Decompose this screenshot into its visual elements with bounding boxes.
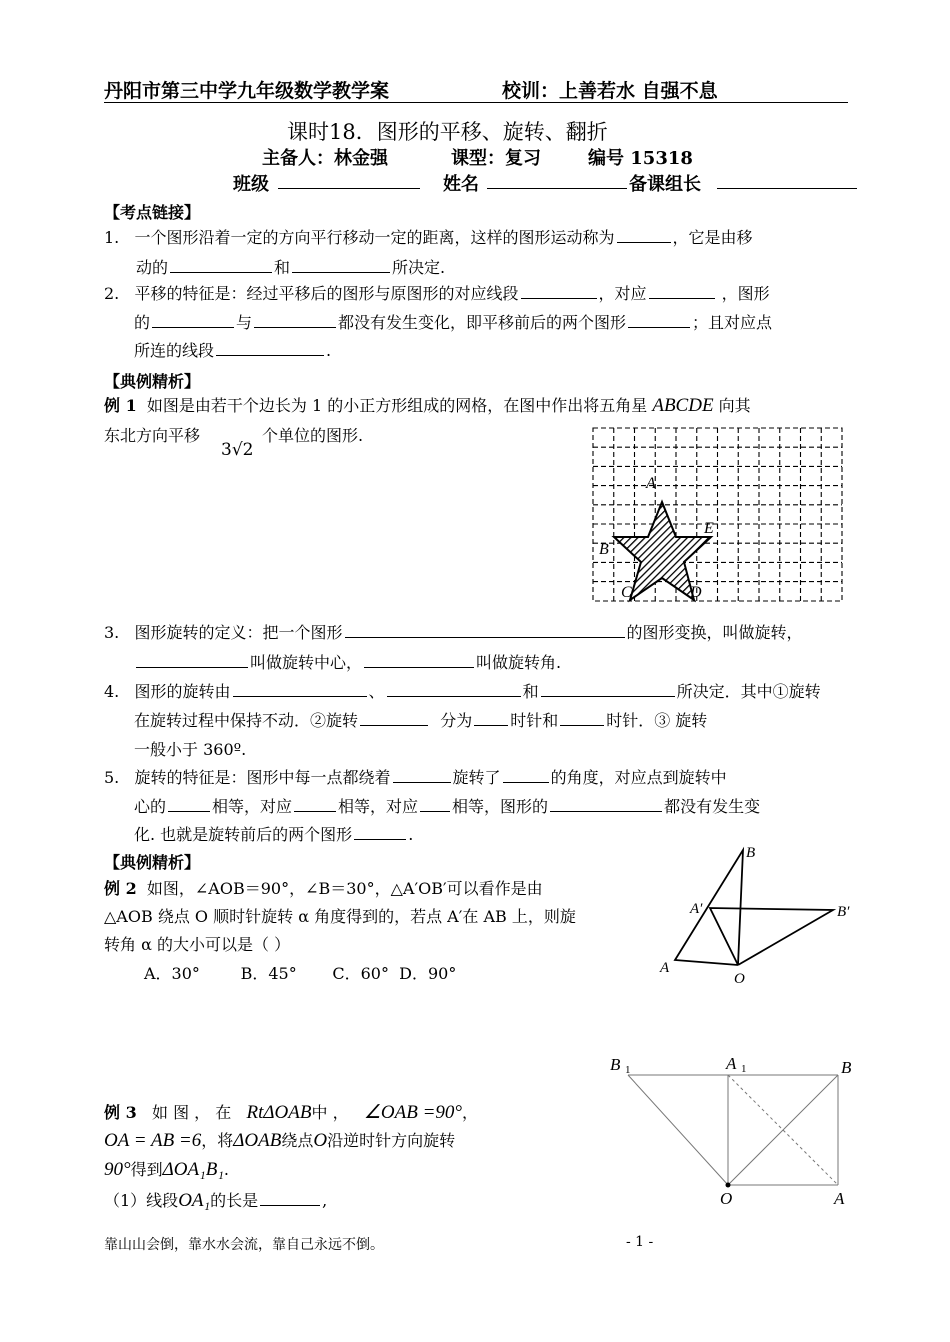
triangle-a1ob1: [710, 908, 833, 965]
rotation-square-figure: [600, 1048, 870, 1208]
question-4-line2: 在旋转过程中保持不动．②旋转 分为 时针和 时针．③ 旋转: [134, 711, 708, 730]
school-motto: 校训：上善若水 自强不息: [502, 80, 718, 102]
example-2-line2: △AOB 绕点 O 顺时针旋转 α 角度得到的，若点 A′在 AB 上，则旋: [104, 907, 576, 926]
answer-blank[interactable]: [617, 241, 671, 243]
class-field-label: 班级: [233, 174, 269, 195]
header-rule: [104, 102, 848, 103]
answer-blank[interactable]: [364, 666, 474, 668]
fig3-label-b: B: [841, 1058, 852, 1077]
example-2-options: [144, 959, 456, 989]
option-d[interactable]: D．90°: [399, 964, 457, 983]
fig2-label-o: O: [734, 971, 745, 987]
name-field-blank[interactable]: [487, 188, 627, 189]
question-3-line2: 叫做旋转中心， 叫做旋转角.: [134, 648, 561, 678]
point-o: [726, 1183, 731, 1188]
answer-blank[interactable]: [254, 326, 336, 328]
question-2-line3: 所连的线段 .: [134, 341, 332, 360]
answer-blank[interactable]: [360, 724, 428, 726]
author: 主备人：林金强: [262, 148, 388, 169]
question-5-line2: 心的 相等，对应 相等，对应 相等，图形的 都没有发生变: [134, 797, 761, 816]
answer-blank[interactable]: [354, 838, 406, 840]
star-grid-figure: [588, 424, 848, 604]
sqrt-expression: 3√2: [221, 440, 254, 460]
section-heading-2: 【典例精析】: [104, 372, 201, 391]
segment-b1-o: [628, 1075, 728, 1185]
answer-blank[interactable]: [292, 271, 390, 273]
answer-blank[interactable]: [521, 297, 597, 299]
grid-lines: [593, 428, 842, 601]
question-4-line3: 一般小于 360º.: [134, 740, 247, 759]
fig3-label-a: A: [834, 1189, 845, 1208]
question-2: 2. 平移的特征是：经过平移后的图形与原图形的对应线段 ，对应 ，图形: [104, 284, 770, 303]
section-heading-3: 【典例精析】: [104, 853, 201, 872]
answer-blank[interactable]: [393, 781, 451, 783]
page-number: - 1 -: [626, 1234, 654, 1250]
option-a[interactable]: A．30°: [144, 964, 200, 983]
fig2-label-a-prime: A′: [690, 901, 703, 917]
star-label-c: C: [621, 584, 632, 601]
rotation-triangle-figure: [650, 840, 870, 990]
example-3-line4: （1）线段OA₁的长是 ,: [104, 1190, 328, 1211]
question-1: 1. 一个图形沿着一定的方向平行移动一定的距离，这样的图形运动称为 ，它是由移: [104, 228, 753, 247]
fig3-label-a1-sub: 1: [741, 1063, 747, 1075]
question-5: 5. 旋转的特征是：图形中每一点都绕着 旋转了 的角度，对应点到旋转中: [104, 768, 727, 787]
answer-blank[interactable]: [345, 636, 625, 638]
lesson-code: 编号 15318: [588, 148, 693, 169]
example-3-line3: 90°得到ΔOA₁B₁.: [104, 1159, 230, 1180]
answer-blank[interactable]: [503, 781, 549, 783]
answer-blank[interactable]: [168, 810, 210, 812]
section-heading-1: 【考点链接】: [104, 203, 201, 222]
leader-field-label: 备课组长: [629, 174, 701, 195]
answer-blank[interactable]: [294, 810, 336, 812]
example-3: 例 3 如 图 ， 在 RtΔOAB中 ， ∠OAB =90°，: [104, 1102, 479, 1123]
lesson-type: 课型：复习: [451, 148, 541, 169]
star-label-e: E: [704, 520, 714, 537]
option-b[interactable]: B．45°: [240, 964, 297, 983]
answer-blank[interactable]: [550, 810, 662, 812]
question-2-line2: 的 与 都没有发生变化，即平移前后的两个图形 ；且对应点: [134, 313, 773, 332]
fig2-label-a: A: [660, 960, 670, 976]
star-label-d: D: [690, 584, 702, 601]
answer-blank[interactable]: [170, 271, 272, 273]
school-header: 丹阳市第三中学九年级数学教学案: [104, 80, 390, 102]
fig2-label-b-prime: B′: [837, 904, 850, 920]
example-3-line2: OA = AB =6，将ΔOAB绕点O沿逆时针方向旋转: [104, 1130, 456, 1151]
answer-blank[interactable]: [420, 810, 450, 812]
answer-blank[interactable]: [541, 695, 675, 697]
example-1: 例 1 如图是由若干个边长为 1 的小正方形组成的网格，在图中作出将五角星 ABCDE 向其: [104, 395, 751, 416]
star-label-b: B: [599, 541, 609, 558]
question-5-line3: 化. 也就是旋转前后的两个图形 .: [134, 825, 414, 844]
fig3-label-b1: B: [610, 1055, 621, 1074]
page-title: 课时18．图形的平移、旋转、翻折: [287, 120, 608, 144]
question-4: 4. 图形的旋转由 、 和 所决定．其中①旋转: [104, 682, 821, 701]
question-1-line2: 动的 和 所决定.: [136, 258, 446, 277]
example-1-line2b: 个单位的图形.: [262, 426, 364, 445]
answer-blank[interactable]: [560, 724, 604, 726]
answer-blank[interactable]: [387, 695, 521, 697]
name-field-label: 姓名: [443, 174, 479, 195]
footer-motto: 靠山山会倒，靠水水会流，靠自己永远不倒。: [104, 1237, 384, 1253]
question-3: 3. 图形旋转的定义：把一个图形 的图形变换，叫做旋转，: [104, 623, 803, 642]
option-c[interactable]: C．60°: [332, 964, 389, 983]
leader-field-blank[interactable]: [717, 188, 857, 189]
answer-blank[interactable]: [260, 1204, 320, 1206]
answer-blank[interactable]: [216, 354, 324, 356]
fig3-label-a1: A: [726, 1054, 737, 1073]
answer-blank[interactable]: [152, 326, 234, 328]
star-label-a: A: [646, 475, 656, 492]
example-2: 例 2 如图，∠AOB＝90°，∠B＝30°，△A′OB′可以看作是由: [104, 879, 543, 898]
fig3-label-b1-sub: 1: [625, 1064, 631, 1076]
example-2-line3: 转角 α 的大小可以是（ ）: [104, 935, 291, 954]
answer-blank[interactable]: [136, 666, 248, 668]
example-1-line2: 东北方向平移: [104, 426, 201, 445]
answer-blank[interactable]: [628, 326, 690, 328]
answer-blank[interactable]: [649, 297, 715, 299]
fig3-label-o: O: [720, 1189, 733, 1208]
fig2-label-b: B: [746, 845, 756, 861]
answer-blank[interactable]: [474, 724, 508, 726]
class-field-blank[interactable]: [278, 188, 420, 189]
answer-blank[interactable]: [233, 695, 367, 697]
